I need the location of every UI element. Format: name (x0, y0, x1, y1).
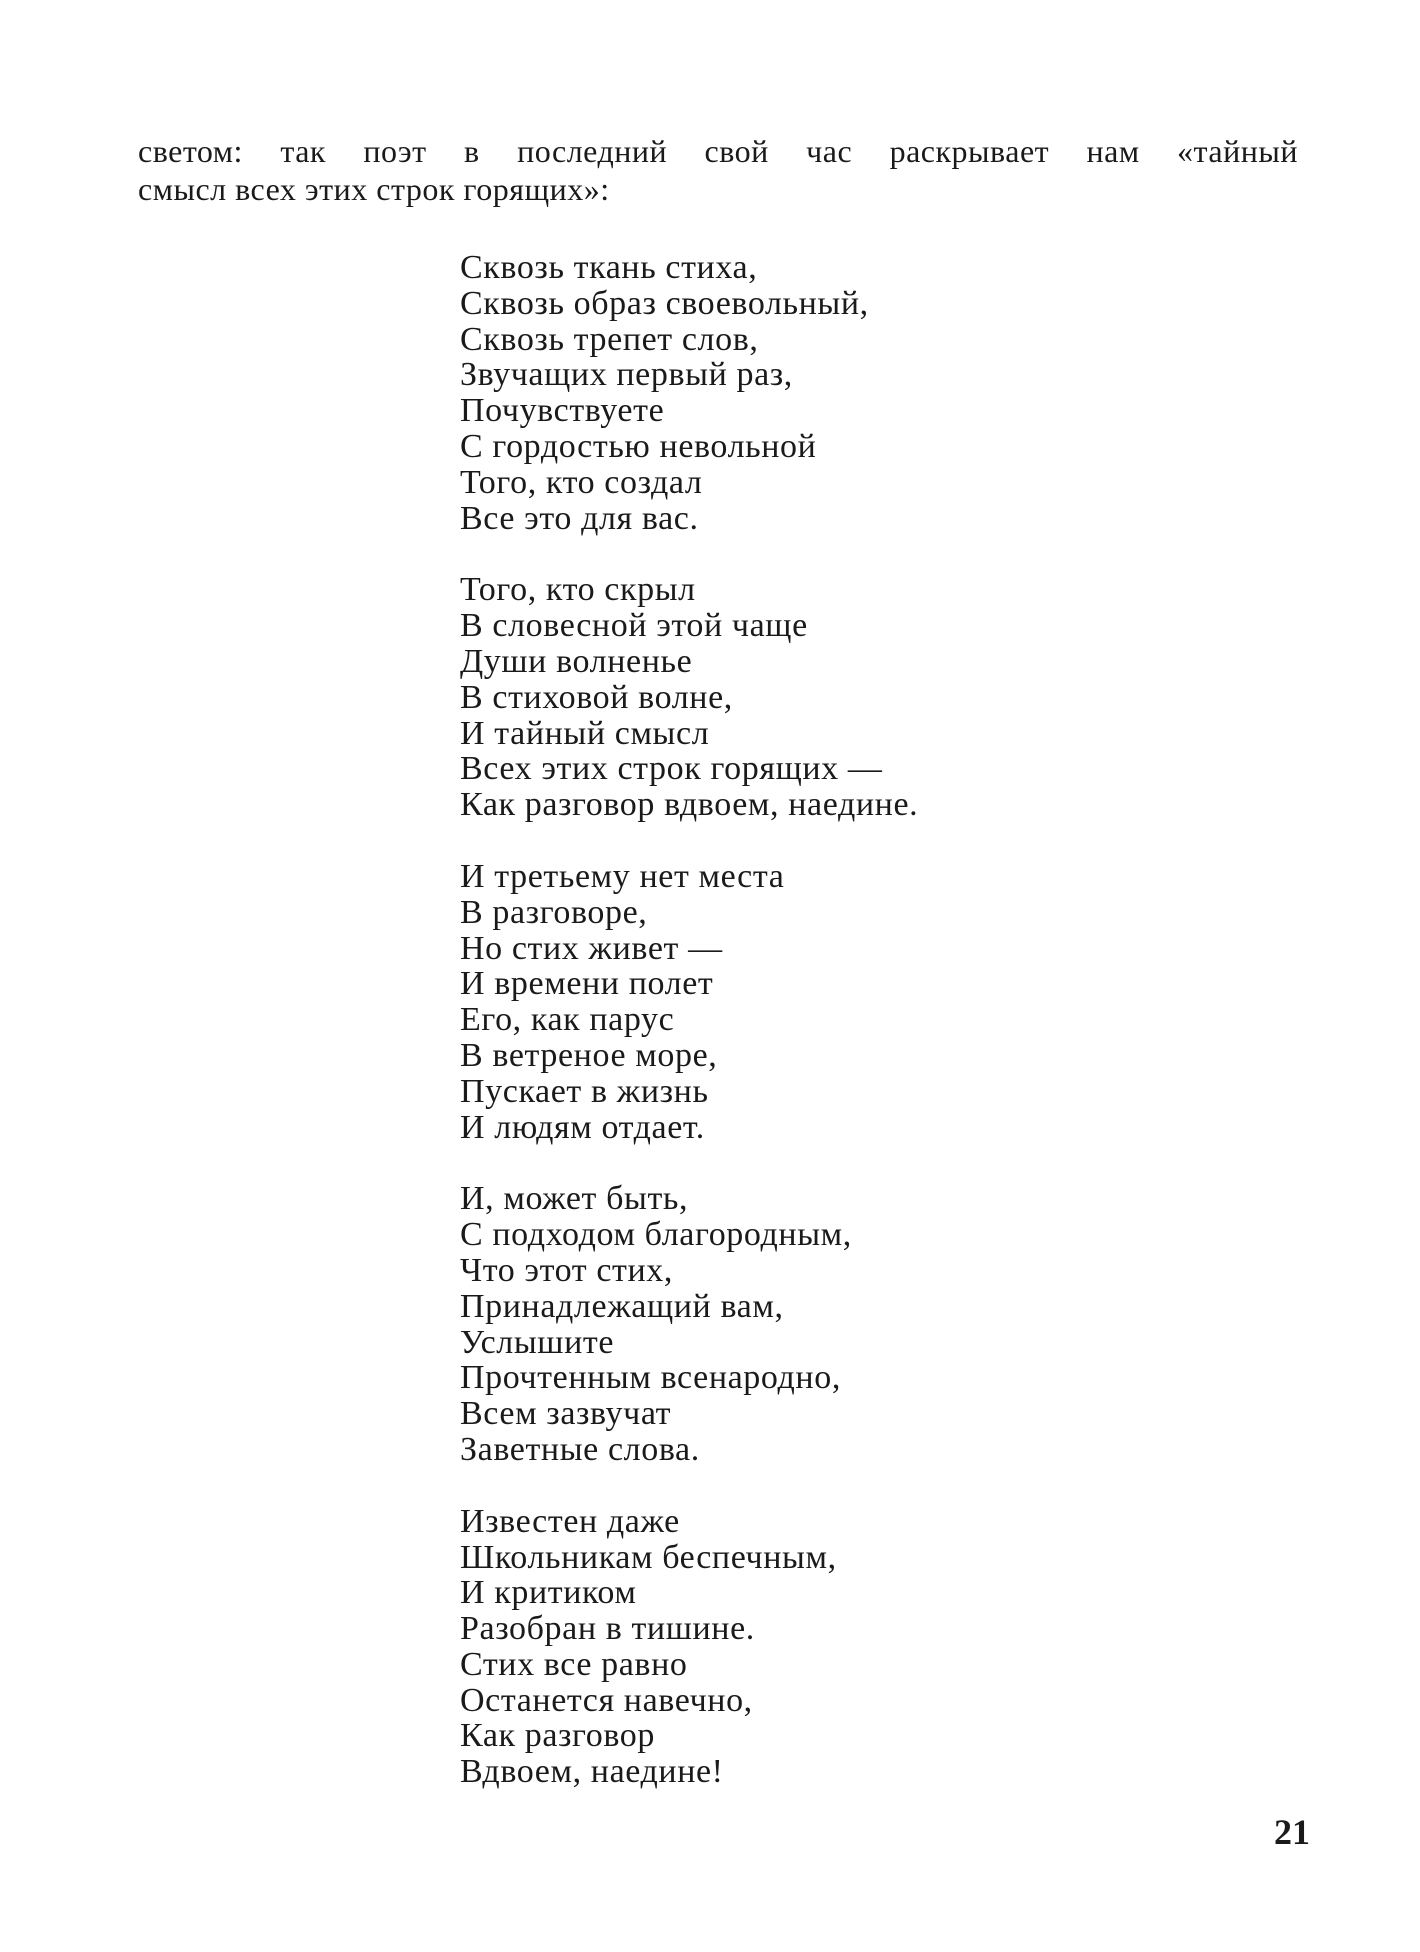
verse-line: Известен даже (460, 1502, 680, 1540)
verse-line: Все это для вас. (460, 499, 699, 537)
verse-line: В разговоре, (460, 893, 648, 931)
verse-line: Но стих живет — (460, 929, 723, 967)
verse-line: Останется навечно, (460, 1681, 753, 1719)
verse-line: С гордостью невольной (460, 427, 817, 465)
verse-line: Пускает в жизнь (460, 1072, 709, 1110)
verse-line: Того, кто создал (460, 463, 703, 501)
poem (460, 250, 1160, 1790)
verse-line: В стиховой волне, (460, 678, 733, 716)
verse-line: И критиком (460, 1574, 637, 1612)
verse-line: Разобран в тишине. (460, 1610, 755, 1648)
verse-line: Почувствуете (460, 392, 665, 430)
verse-line: Как разговор вдвоем, наедине. (460, 786, 919, 824)
verse-line: Стих все равно (460, 1645, 688, 1683)
verse-line: Что этот стих, (460, 1251, 673, 1289)
stanza-2 (460, 572, 1160, 823)
verse-line: И времени полет (460, 965, 714, 1003)
verse-line: Прочтенным всенародно, (460, 1359, 841, 1397)
verse-line: В ветреное море, (460, 1036, 718, 1074)
intro-paragraph (138, 132, 1298, 208)
verse-line: С подходом благородным, (460, 1216, 852, 1254)
stanza-4 (460, 1181, 1160, 1467)
intro-line-2: смысл всех этих строк горящих»: (138, 171, 610, 207)
verse-line: Услышите (460, 1323, 615, 1361)
verse-line: В словесной этой чаще (460, 607, 808, 645)
verse-line: Души волненье (460, 642, 693, 680)
verse-line: Звучащих первый раз, (460, 356, 793, 394)
verse-line: Его, как парус (460, 1001, 675, 1039)
verse-line: Всех этих строк горящих — (460, 750, 883, 788)
verse-line: Вдвоем, наедине! (460, 1753, 724, 1791)
verse-line: Как разговор (460, 1717, 655, 1755)
verse-line: И, может быть, (460, 1180, 689, 1218)
verse-line: Сквозь ткань стиха, (460, 249, 758, 286)
verse-line: Всем зазвучат (460, 1395, 672, 1433)
stanza-5 (460, 1504, 1160, 1790)
stanza-1 (460, 250, 1160, 536)
stanza-3 (460, 859, 1160, 1145)
verse-line: И тайный смысл (460, 714, 710, 752)
verse-line: И людям отдает. (460, 1108, 705, 1146)
verse-line: Сквозь образ своевольный, (460, 284, 869, 322)
verse-line: Принадлежащий вам, (460, 1287, 784, 1325)
verse-line: Школьникам беспечным, (460, 1538, 837, 1576)
verse-line: Заветные слова. (460, 1430, 700, 1468)
verse-line: И третьему нет места (460, 857, 785, 895)
verse-line: Сквозь трепет слов, (460, 320, 759, 358)
verse-line: Того, кто скрыл (460, 571, 696, 609)
page-number: 21 (1274, 1812, 1310, 1852)
intro-line-1: светом: так поэт в последний свой час раскрывает нам «тайный (138, 133, 1298, 169)
